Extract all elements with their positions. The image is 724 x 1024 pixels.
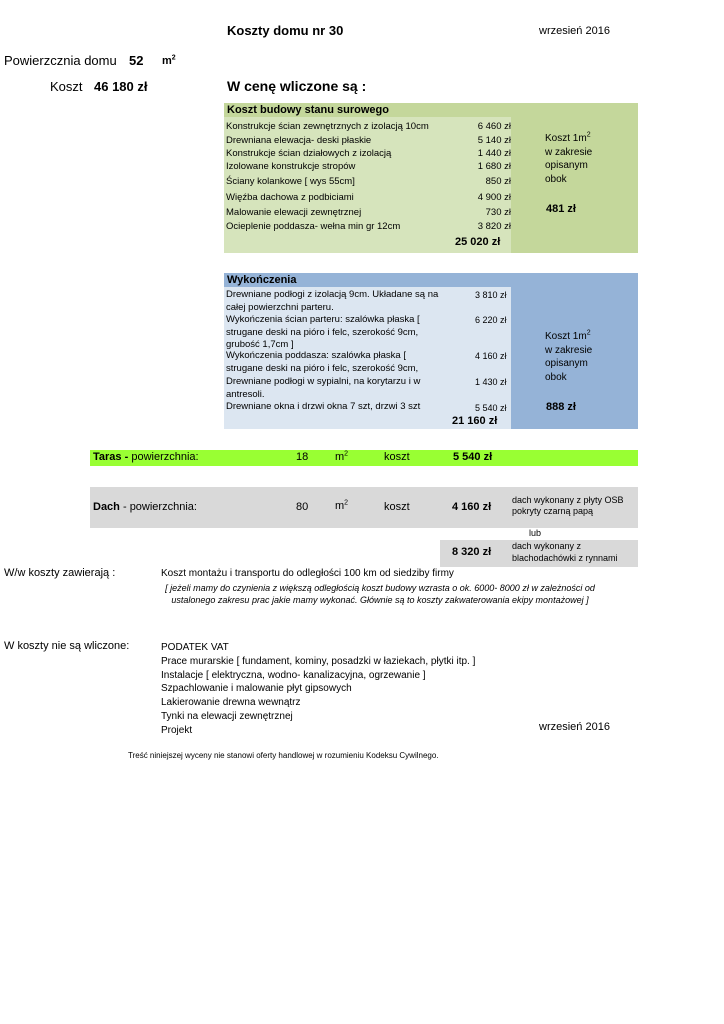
roof-option2-desc: dach wykonany z blachodachówki z rynnami — [512, 541, 618, 563]
roof-cost-label: koszt — [384, 501, 410, 513]
roof-or: lub — [529, 528, 542, 538]
finishing-heading: Wykończenia — [227, 274, 297, 286]
raw-state-items — [226, 120, 511, 240]
terrace-unit: $m^2$ — [335, 450, 349, 463]
area-unit: $m^2$ — [162, 54, 176, 67]
roof-area: 80 — [296, 501, 309, 513]
includes-text: Koszt montażu i transportu do odległości 100 km od siedziby firmy — [161, 568, 454, 579]
list-item: PODATEK VAT — [161, 642, 229, 653]
area-value: 52 — [129, 53, 144, 68]
finishing-item-3: Wykończenia poddasza: szalówka płaska [ strugane deski na pióro i felc, szerokość 9cm, — [226, 350, 419, 374]
raw-state-unit-cost: 481 zł — [546, 203, 576, 215]
footer-date: wrzesień 2016 — [539, 721, 610, 733]
finishing-item-2: Wykończenia ścian parteru: szalówka płaska [ strugane deski na pióro i felc, szerokość 9cm, grubość 1,7cm ] — [226, 314, 420, 350]
finishing-unit-cost-label: Koszt $1m^2$ w zakresie opisanym obok — [545, 329, 593, 383]
list-item: Izolowane konstrukcje stropów 1 680 zł — [226, 161, 511, 172]
roof-row — [90, 487, 638, 528]
terrace-area: 18 — [296, 451, 309, 463]
list-item: Ściany kolankowe [ wys 55cm] 850 zł — [226, 176, 511, 187]
includes-note: [ jeżeli mamy do czynienia z większą odległością koszt budowy wzrasta o ok. 6000- 8000 zł w zależności od ustalonego zakresu prac jakie mamy wykonać. Głównie są to koszty zakwaterowania ekipy montażowej ] — [165, 583, 595, 605]
list-item: Konstrukcje ścian zewnętrznych z izolacją 10cm 6 460 zł — [226, 121, 511, 132]
finishing-item-1: Drewniane podłogi z izolacją 9cm. Układane są na całej powierzchni parteru. — [226, 289, 439, 313]
roof-option1-desc: dach wykonany z płyty OSB pokryty czarną papą — [512, 495, 624, 516]
raw-state-block — [224, 103, 638, 253]
list-item: Szpachlowanie i malowanie płyt gipsowych — [161, 683, 352, 695]
roof-option1-cost: 4 160 zł — [452, 501, 492, 513]
roof-option2-cost: 8 320 zł — [452, 546, 492, 558]
excludes-label: W koszty nie są wliczone: — [4, 640, 130, 652]
raw-state-heading: Koszt budowy stanu surowego — [227, 104, 389, 116]
list-item: Konstrukcje ścian działowych z izolacją 1 440 zł — [226, 148, 511, 159]
finishing-total: 21 160 zł — [452, 415, 498, 427]
disclaimer: Treść niniejszej wyceny nie stanowi oferty handlowej w rozumieniu Kodeksu Cywilnego. — [128, 751, 439, 760]
list-item: Ocieplenie poddasza- wełna min gr 12cm 3 820 zł — [226, 221, 511, 232]
cost-value: 46 180 zł — [94, 79, 148, 94]
included-heading: W cenę wliczone są : — [227, 78, 367, 94]
roof-option2-row — [440, 540, 638, 567]
finishing-item-4-value: 1 430 zł — [475, 377, 507, 387]
roof-name: Dach - powierzchnia: — [93, 501, 197, 513]
list-item: Instalacje [ elektryczna, wodno- kanalizacyjna, ogrzewanie ] — [161, 669, 426, 681]
finishing-item-5: Drewniane okna i drzwi okna 7 szt, drzwi 3 szt — [226, 401, 421, 412]
document-title: Koszty domu nr 30 — [227, 23, 344, 38]
list-item: Malowanie elewacji zewnętrznej 730 zł — [226, 207, 511, 218]
includes-label: W/w koszty zawierają : — [4, 567, 116, 579]
finishing-item-1-value: 3 810 zł — [475, 290, 507, 300]
raw-state-total: 25 020 zł — [455, 236, 501, 248]
list-item: Drewniana elewacja- deski płaskie 5 140 zł — [226, 135, 511, 146]
finishing-item-3-value: 4 160 zł — [475, 351, 507, 361]
finishing-item-4: Drewniane podłogi w sypialni, na korytarzu i w antresoli. — [226, 376, 421, 400]
terrace-cost-label: koszt — [384, 451, 410, 463]
list-item: Tynki na elewacji zewnętrznej — [161, 710, 293, 722]
finishing-item-2-value: 6 220 zł — [475, 315, 507, 325]
header-date: wrzesień 2016 — [539, 25, 610, 37]
terrace-row — [90, 450, 638, 466]
terrace-name: Taras - powierzchnia: — [93, 451, 199, 463]
roof-unit: $m^2$ — [335, 499, 349, 512]
list-item: Projekt — [161, 724, 193, 736]
list-item: Więźba dachowa z podbiciami 4 900 zł — [226, 192, 511, 203]
area-label: Powierzcznia domu — [4, 53, 117, 68]
finishing-item-5-value: 5 540 zł — [475, 403, 507, 413]
finishing-unit-cost: 888 zł — [546, 401, 576, 413]
excludes-list — [161, 641, 475, 738]
list-item: Prace murarskie [ fundament, kominy, posadzki w łaziekach, płytki itp. ] — [161, 655, 476, 667]
cost-label: Koszt — [50, 79, 83, 94]
raw-state-unit-cost-label: Koszt $1m^2$ w zakresie opisanym obok — [545, 131, 593, 185]
list-item: Lakierowanie drewna wewnątrz — [161, 697, 301, 709]
terrace-cost: 5 540 zł — [453, 451, 493, 463]
finishing-block — [224, 273, 638, 429]
